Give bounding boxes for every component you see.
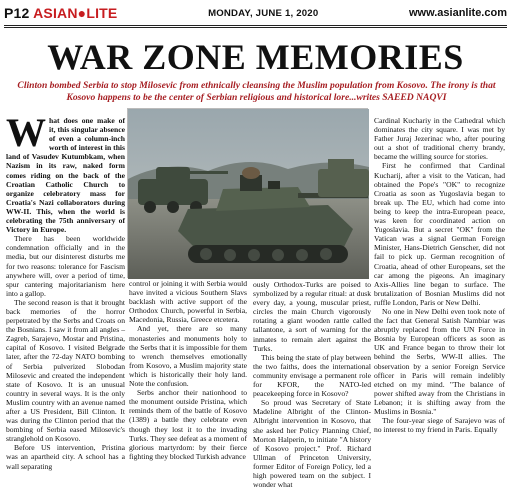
brand-separator: ● <box>77 5 87 21</box>
issue-date: MONDAY, JUNE 1, 2020 <box>208 7 319 19</box>
masthead <box>4 3 507 23</box>
paragraph: control or joining it with Serbia would have invited a vicious Southern Slavs backlash with active support of the Orthodox Church, powerful in Serbia, Macedonia, Russia, Greece etcetera. <box>129 279 247 325</box>
headline: WAR ZONE MEMORIES <box>47 37 464 77</box>
paragraph: The four-year siege of Sarajevo was of no interest to my friend in Paris. Equally <box>374 416 505 435</box>
paragraph: Cardinal Kuchariy in the Cathedral which dominates the city square. I was met by Father Juraj Jezerinac who, after pouring out a shot of traditional cherry brandy, became the willing source for stories. <box>374 116 505 162</box>
photo-illustration <box>128 109 369 279</box>
drop-cap: W <box>6 110 46 155</box>
paragraph: The second reason is that it brought back memories of the horror perpetrated by the Serbs and Croats on the Bosnians. I saw it from all angles – Zagreb, Sarajevo, Mostar and Pristina, capital of Kosovo. I visited Belgrade later, after the 72-day NATO bombing of Serbia pulverized Slobodan Milosevic and created the independent state of Kosovo. It is an unusual country in several ways. It is the only Muslim country with an avenue named after a US President, Bill Clinton. It was during the Clinton period that the bombing of Serbia eased Milosevic's stranglehold on Kosovo. <box>6 297 125 444</box>
paragraph: So proud was Secretary of State Madeline Albright of the Clinton-Albright intervention in Kosovo, that she asked her Policy Planning Chief, Morton Halperin, to initiate "A history of Kosovo project." Prof. Richard Ullman of Princeton University, former Editor of Foreign Policy, led a high powered team on the subject. I wonder what <box>253 398 371 489</box>
header-rule-2 <box>4 27 507 28</box>
lede-text: hat does one make of it, this singular absence of even a column-inch worth of interest in this land of Vasudev Kutumbkam, when Nazism in its raw, naked form comes riding on the back of the Croatian Catholic Church to organize celebratory mass for Croatia's Nazi collaborators during WW-II. This, when the world is celebrating the 75th anniversary of Victory in Europe. <box>6 116 125 235</box>
header-rule <box>4 25 507 26</box>
paragraph: First he confirmed that Cardinal Kucharij, after a visit to the Vatican, had obtained the Pope's "OK" to recognize Croatia as soon as Yugoslavia began to break up. The EU, which had come into being to keep the intra-European peace, was keen for coordinated action on Yugoslavia. But a secret "OK" from the Vatican was a signal German Foreign Minister, Hans-Dietrich Genscher, did not fail to pick up. German recognition of Croatia, ahead of other Europeans, set the car among the pigeons. An imaginary Axis-Allies line began to surface. The brutalization of Bosnian Muslims did not ruffle London, Paris or New Delhi. <box>374 161 505 307</box>
article-lede <box>6 110 125 235</box>
paragraph: No one in New Delhi even took note of the fact that General Satish Nambiar was abruptly replaced from the UN Force in Bosnia by European officers as soon as UK and France began to throw their lot behind the Serbs, WW-II allies. The observation by a senior Foreign Service officer in Paris will remain indelibly etched on my mind. "The balance of power shifted away from the Christians in Lebanon; it is shifting away from the Muslims in Bosnia." <box>374 306 505 416</box>
website-link[interactable]: www.asianlite.com <box>408 7 507 19</box>
article-column-4 <box>374 116 505 435</box>
brand-name-b: LITE <box>86 5 118 21</box>
paragraph: Before US intervention, Pristina was an apartheid city. A school has a wall separating <box>6 443 125 471</box>
article-column-3 <box>253 280 371 489</box>
article-column-2 <box>129 279 247 461</box>
paragraph: And yet, there are so many monasteries and monuments holy to the Serbs that it is impossible for them to wrench themselves emotionally from Kosovo, a Muslim majority state which is historically their holy land. Note the confusion. <box>129 324 247 389</box>
brand-name-a: ASIAN <box>33 5 78 21</box>
paragraph: Serbs anchor their nationhood to the monument outside Pristina, which reminds them of the battle of Kosovo (1389) a battle they celebrate even though they lost it to the invading Turks. They see defeat as a moment of glorious martyrdom: by their fierce fighting they blocked Turkish advance <box>129 388 247 461</box>
page-number: P12 <box>4 5 30 21</box>
article-column-1 <box>6 110 125 471</box>
tank-convoy-photo <box>127 108 368 278</box>
paragraph: This being the state of play between the two faiths, does the international community envisage a permanent role for KFOR, the NATO-led peacekeeping force in Kosovo? <box>253 352 371 399</box>
standfirst: Clinton bombed Serbia to stop Milosevic from ethnically cleansing the Muslim population from Kosovo. The irony is that Kosovo happens to be the center of Serbian religious and historical lore...writes SAEED NAQVI <box>17 80 496 103</box>
paragraph: There has been worldwide condemnation officially and in the media, but our disinterest disturbs me for two reasons: tolerance for Fascism anywhere will, over a period of time, spur cantering majoritarianism here into a gallop. <box>6 234 125 298</box>
paragraph: ously Orthodox-Turks are poised to symbolized by a regular ritual: at dusk every day, a young, muscular priest, circles the main Church vigorously rotating a giant wooden rattle called tallantone, a sort of warning for the inmates to remain alert against the Turks. <box>253 280 371 353</box>
masthead-brand <box>4 5 117 21</box>
